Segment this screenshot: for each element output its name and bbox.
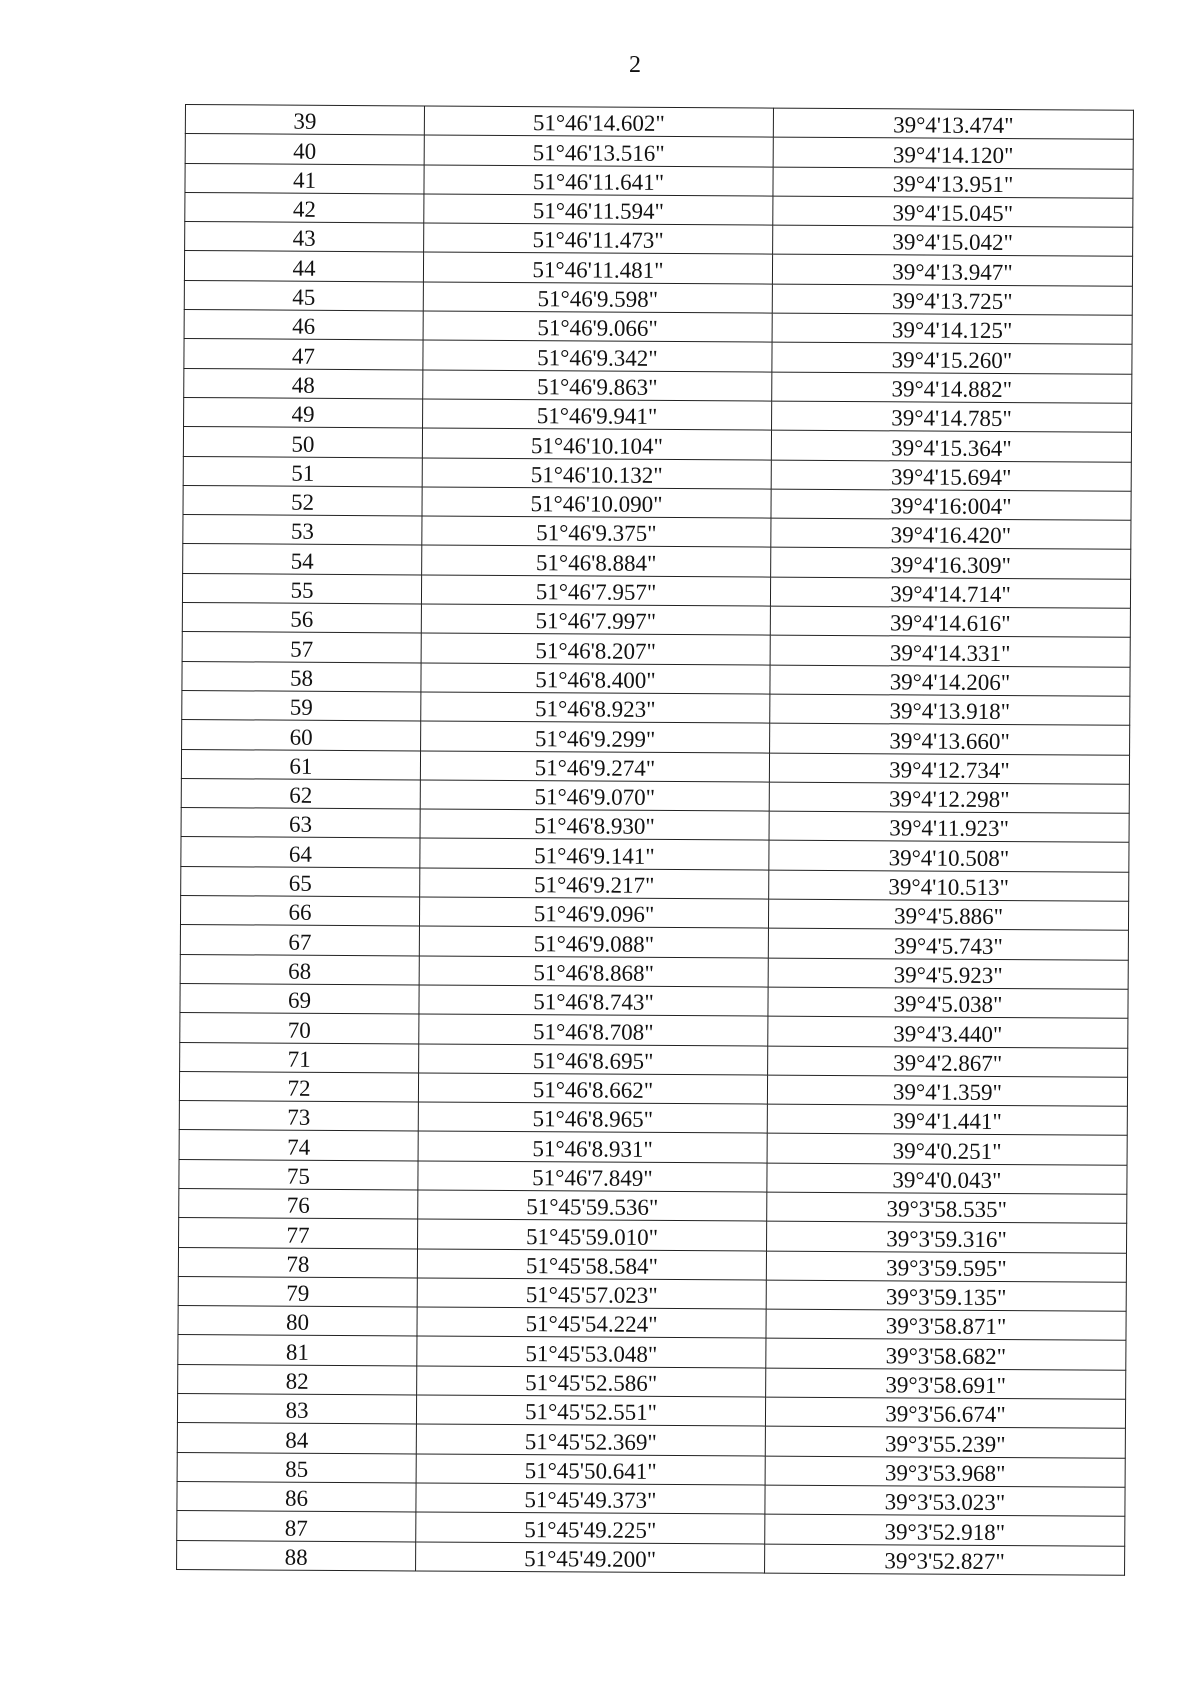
latitude-cell: 51°45'57.023"	[417, 1278, 766, 1309]
latitude-cell: 51°45'52.551"	[416, 1395, 765, 1426]
point-number-cell: 39	[185, 105, 424, 136]
point-number-cell: 74	[179, 1130, 418, 1161]
longitude-cell: 39°4'13.725"	[772, 284, 1132, 315]
point-number-cell: 61	[181, 749, 420, 780]
longitude-cell: 39°4'15.042"	[773, 225, 1133, 256]
longitude-cell: 39°4'14.714"	[770, 577, 1130, 608]
point-number-cell: 51	[183, 456, 422, 487]
latitude-cell: 51°45'49.373"	[416, 1483, 765, 1514]
latitude-cell: 51°46'8.743"	[419, 985, 768, 1016]
point-number-cell: 87	[177, 1511, 416, 1542]
latitude-cell: 51°46'10.132"	[422, 458, 771, 489]
longitude-cell: 39°4'5.923"	[768, 958, 1128, 989]
latitude-cell: 51°46'11.641"	[424, 165, 773, 196]
point-number-cell: 63	[181, 808, 420, 839]
longitude-cell: 39°4'15.694"	[771, 460, 1131, 491]
longitude-cell: 39°4'10.508"	[769, 841, 1129, 872]
latitude-cell: 51°46'9.217"	[420, 868, 769, 899]
point-number-cell: 42	[185, 192, 424, 223]
longitude-cell: 39°4'12.734"	[769, 753, 1129, 784]
longitude-cell: 39°4'11.923"	[769, 811, 1129, 842]
longitude-cell: 39°4'1.359"	[767, 1075, 1127, 1106]
longitude-cell: 39°3'56.674"	[765, 1397, 1125, 1428]
latitude-cell: 51°45'49.225"	[416, 1512, 765, 1543]
point-number-cell: 69	[180, 983, 419, 1014]
latitude-cell: 51°46'8.930"	[420, 809, 769, 840]
longitude-cell: 39°3'58.682"	[766, 1339, 1126, 1370]
longitude-cell: 39°4'13.918"	[770, 694, 1130, 725]
point-number-cell: 88	[177, 1540, 416, 1571]
latitude-cell: 51°45'52.586"	[417, 1366, 766, 1397]
latitude-cell: 51°46'8.400"	[421, 663, 770, 694]
point-number-cell: 68	[180, 954, 419, 985]
point-number-cell: 44	[184, 251, 423, 282]
longitude-cell: 39°3'53.023"	[765, 1485, 1125, 1516]
longitude-cell: 39°4'14.125"	[772, 313, 1132, 344]
latitude-cell: 51°46'9.066"	[423, 311, 772, 342]
latitude-cell: 51°46'9.299"	[421, 721, 770, 752]
point-number-cell: 79	[178, 1276, 417, 1307]
longitude-cell: 39°4'10.513"	[769, 870, 1129, 901]
point-number-cell: 59	[182, 690, 421, 721]
longitude-cell: 39°4'0.251"	[767, 1133, 1127, 1164]
longitude-cell: 39°4'13.951"	[773, 167, 1133, 198]
point-number-cell: 70	[180, 1013, 419, 1044]
point-number-cell: 67	[180, 925, 419, 956]
point-number-cell: 47	[184, 339, 423, 370]
point-number-cell: 72	[179, 1071, 418, 1102]
latitude-cell: 51°46'9.096"	[419, 897, 768, 928]
longitude-cell: 39°3'58.535"	[767, 1192, 1127, 1223]
point-number-cell: 82	[178, 1364, 417, 1395]
latitude-cell: 51°46'8.708"	[419, 1014, 768, 1045]
latitude-cell: 51°46'7.997"	[421, 604, 770, 635]
longitude-cell: 39°4'16.420"	[771, 518, 1131, 549]
point-number-cell: 46	[184, 310, 423, 341]
point-number-cell: 71	[180, 1042, 419, 1073]
latitude-cell: 51°46'9.141"	[420, 838, 769, 869]
longitude-cell: 39°4'13.947"	[772, 255, 1132, 286]
latitude-cell: 51°46'9.375"	[422, 516, 771, 547]
point-number-cell: 85	[177, 1452, 416, 1483]
longitude-cell: 39°3'59.595"	[766, 1251, 1126, 1282]
latitude-cell: 51°46'9.274"	[420, 750, 769, 781]
longitude-cell: 39°4'15.260"	[772, 342, 1132, 373]
longitude-cell: 39°4'14.331"	[770, 635, 1130, 666]
point-number-cell: 78	[178, 1247, 417, 1278]
longitude-cell: 39°4'2.867"	[768, 1046, 1128, 1077]
latitude-cell: 51°46'8.868"	[419, 956, 768, 987]
point-number-cell: 84	[177, 1423, 416, 1454]
latitude-cell: 51°45'52.369"	[416, 1424, 765, 1455]
point-number-cell: 48	[184, 368, 423, 399]
point-number-cell: 64	[181, 837, 420, 868]
point-number-cell: 86	[177, 1481, 416, 1512]
longitude-cell: 39°4'12.298"	[769, 782, 1129, 813]
point-number-cell: 83	[177, 1394, 416, 1425]
point-number-cell: 75	[179, 1159, 418, 1190]
latitude-cell: 51°46'11.481"	[423, 252, 772, 283]
latitude-cell: 51°45'54.224"	[417, 1307, 766, 1338]
latitude-cell: 51°45'59.010"	[418, 1219, 767, 1250]
longitude-cell: 39°3'59.316"	[767, 1221, 1127, 1252]
latitude-cell: 51°45'59.536"	[418, 1190, 767, 1221]
latitude-cell: 51°46'8.662"	[418, 1073, 767, 1104]
point-number-cell: 60	[182, 720, 421, 751]
longitude-cell: 39°4'14.785"	[772, 401, 1132, 432]
longitude-cell: 39°4'14.120"	[773, 137, 1133, 168]
latitude-cell: 51°46'8.884"	[422, 545, 771, 576]
latitude-cell: 51°46'11.594"	[424, 194, 773, 225]
latitude-cell: 51°46'10.090"	[422, 487, 771, 518]
longitude-cell: 39°4'5.743"	[768, 928, 1128, 959]
longitude-cell: 39°4'14.882"	[772, 372, 1132, 403]
latitude-cell: 51°46'8.923"	[421, 692, 770, 723]
coordinates-table	[176, 104, 1134, 1576]
point-number-cell: 66	[180, 896, 419, 927]
point-number-cell: 56	[182, 603, 421, 634]
longitude-cell: 39°3'53.968"	[765, 1456, 1125, 1487]
point-number-cell: 45	[184, 280, 423, 311]
latitude-cell: 51°45'53.048"	[417, 1336, 766, 1367]
latitude-cell: 51°46'7.849"	[418, 1161, 767, 1192]
point-number-cell: 65	[181, 866, 420, 897]
point-number-cell: 57	[182, 632, 421, 663]
latitude-cell: 51°46'9.088"	[419, 926, 768, 957]
latitude-cell: 51°45'50.641"	[416, 1454, 765, 1485]
table-row	[177, 1540, 1125, 1575]
latitude-cell: 51°46'8.207"	[421, 633, 770, 664]
longitude-cell: 39°3'52.918"	[765, 1514, 1125, 1545]
latitude-cell: 51°45'58.584"	[417, 1249, 766, 1280]
latitude-cell: 51°46'7.957"	[421, 575, 770, 606]
longitude-cell: 39°4'16.309"	[771, 548, 1131, 579]
point-number-cell: 54	[183, 544, 422, 575]
latitude-cell: 51°46'8.931"	[418, 1131, 767, 1162]
longitude-cell: 39°4'15.045"	[773, 196, 1133, 227]
point-number-cell: 55	[182, 573, 421, 604]
longitude-cell: 39°4'1.441"	[767, 1104, 1127, 1135]
point-number-cell: 62	[181, 778, 420, 809]
point-number-cell: 81	[178, 1335, 417, 1366]
latitude-cell: 51°46'9.863"	[423, 370, 772, 401]
point-number-cell: 58	[182, 661, 421, 692]
point-number-cell: 50	[183, 427, 422, 458]
latitude-cell: 51°46'8.965"	[418, 1102, 767, 1133]
point-number-cell: 41	[185, 163, 424, 194]
latitude-cell: 51°46'8.695"	[419, 1043, 768, 1074]
latitude-cell: 51°46'9.598"	[423, 282, 772, 313]
longitude-cell: 39°4'13.474"	[773, 108, 1133, 139]
point-number-cell: 77	[179, 1218, 418, 1249]
longitude-cell: 39°3'58.691"	[766, 1368, 1126, 1399]
point-number-cell: 40	[185, 134, 424, 165]
point-number-cell: 49	[184, 397, 423, 428]
longitude-cell: 39°4'13.660"	[770, 723, 1130, 754]
longitude-cell: 39°4'14.206"	[770, 665, 1130, 696]
longitude-cell: 39°4'5.886"	[768, 899, 1128, 930]
latitude-cell: 51°46'9.342"	[423, 340, 772, 371]
point-number-cell: 43	[185, 222, 424, 253]
longitude-cell: 39°3'59.135"	[766, 1280, 1126, 1311]
latitude-cell: 51°46'9.941"	[423, 399, 772, 430]
page-number: 2	[629, 52, 641, 78]
latitude-cell: 51°46'14.602"	[424, 106, 773, 137]
latitude-cell: 51°45'49.200"	[416, 1541, 765, 1572]
coordinates-sheet	[176, 104, 1130, 1576]
longitude-cell: 39°4'3.440"	[768, 1016, 1128, 1047]
coordinates-table-body	[177, 105, 1134, 1576]
latitude-cell: 51°46'10.104"	[422, 428, 771, 459]
longitude-cell: 39°3'58.871"	[766, 1309, 1126, 1340]
point-number-cell: 80	[178, 1306, 417, 1337]
point-number-cell: 73	[179, 1101, 418, 1132]
latitude-cell: 51°46'9.070"	[420, 780, 769, 811]
latitude-cell: 51°46'11.473"	[424, 223, 773, 254]
longitude-cell: 39°3'52.827"	[765, 1544, 1125, 1575]
longitude-cell: 39°4'14.616"	[770, 606, 1130, 637]
longitude-cell: 39°4'5.038"	[768, 987, 1128, 1018]
point-number-cell: 76	[179, 1188, 418, 1219]
point-number-cell: 53	[183, 515, 422, 546]
longitude-cell: 39°4'15.364"	[771, 430, 1131, 461]
latitude-cell: 51°46'13.516"	[424, 135, 773, 166]
point-number-cell: 52	[183, 485, 422, 516]
longitude-cell: 39°3'55.239"	[765, 1426, 1125, 1457]
longitude-cell: 39°4'0.043"	[767, 1163, 1127, 1194]
longitude-cell: 39°4'16:004"	[771, 489, 1131, 520]
